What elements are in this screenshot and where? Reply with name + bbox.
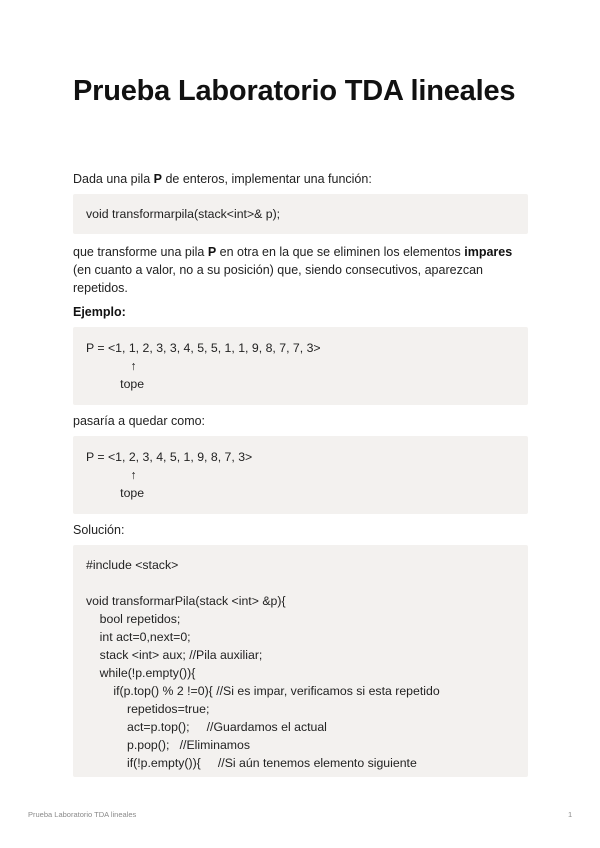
solution-heading: Solución: bbox=[73, 523, 125, 537]
transition-paragraph: pasaría a quedar como: bbox=[73, 414, 206, 428]
top-arrow: ↑ bbox=[86, 359, 137, 373]
footer-document-name: Prueba Laboratorio TDA lineales bbox=[28, 810, 137, 819]
code-line: act=p.top(); //Guardamos el actual bbox=[86, 720, 327, 734]
page-title: Prueba Laboratorio TDA lineales bbox=[73, 75, 516, 107]
description-paragraph: que transforme una pila P en otra en la que se eliminen los elementos impares (en cuanto a valor, no a su posición) que, siendo consecutivos, aparezcan repetidos. bbox=[73, 245, 513, 295]
code-line: int act=0,next=0; bbox=[86, 630, 191, 644]
code-line: p.pop(); //Eliminamos bbox=[86, 738, 251, 752]
code-line: while(!p.empty()){ bbox=[86, 666, 196, 680]
example-before-block bbox=[73, 327, 528, 405]
top-label: tope bbox=[86, 486, 145, 500]
code-line: #include <stack> bbox=[86, 558, 179, 572]
code-line bbox=[86, 574, 515, 592]
code-line: stack <int> aux; //Pila auxiliar; bbox=[86, 648, 263, 662]
example-heading: Ejemplo: bbox=[73, 305, 126, 319]
signature-line: void transformarpila(stack<int>& p); bbox=[86, 207, 281, 221]
example-line: P = <1, 2, 3, 4, 5, 1, 9, 8, 7, 3> bbox=[86, 450, 253, 464]
top-arrow: ↑ bbox=[86, 468, 137, 482]
top-label: tope bbox=[86, 377, 145, 391]
code-line: void transformarPila(stack <int> &p){ bbox=[86, 594, 286, 608]
signature-code-block bbox=[73, 194, 528, 234]
example-line: P = <1, 1, 2, 3, 3, 4, 5, 5, 1, 1, 9, 8, 7, 7, 3> bbox=[86, 341, 321, 355]
code-line: bool repetidos; bbox=[86, 612, 181, 626]
footer-page-number: 1 bbox=[568, 810, 573, 819]
example-after-block bbox=[73, 436, 528, 514]
code-line: if(!p.empty()){ //Si aún tenemos elemento siguiente bbox=[86, 756, 417, 770]
solution-code-block bbox=[73, 545, 528, 777]
code-line: repetidos=true; bbox=[86, 702, 210, 716]
code-line: if(p.top() % 2 !=0){ //Si es impar, verificamos si esta repetido bbox=[86, 684, 440, 698]
intro-paragraph: Dada una pila P de enteros, implementar una función: bbox=[73, 172, 372, 186]
